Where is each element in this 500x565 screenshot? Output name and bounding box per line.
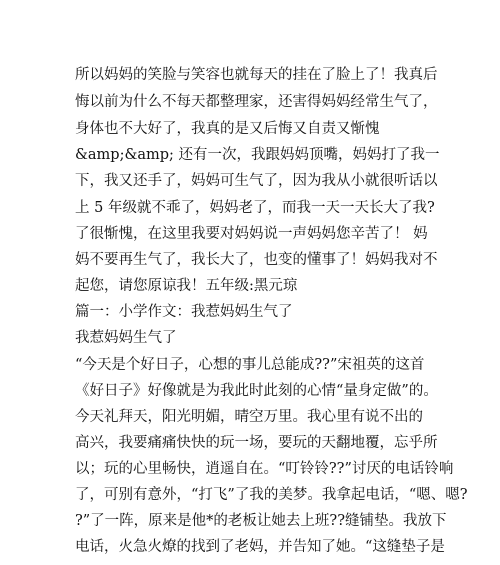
text-line: “今天是个好日子，心想的事儿总能成??”宋祖英的这首 — [75, 357, 425, 373]
text-line: 起您，请您原谅我！五年级:黑元琼 — [75, 278, 298, 294]
text-line: 电话，火急火燎的找到了老妈，并告知了她。“这缝垫子是 — [75, 539, 445, 555]
text-line: 今天礼拜天，阳光明媚，晴空万里。我心里有说不出的 — [75, 409, 423, 425]
text-line: 《好日子》好像就是为我此时此刻的心情“量身定做”的。 — [75, 383, 438, 399]
text-line: ?”了一阵，原来是他*的老板让她去上班??缝铺垫。我放下 — [75, 513, 447, 529]
text-line: 悔以前为什么不每天都整理家，还害得妈妈经常生气了， — [75, 94, 438, 110]
text-line: 了，可别有意外，“打飞”了我的美梦。我拿起电话，“嗯、嗯? — [75, 487, 468, 503]
text-line: 妈不要再生气了，我长大了，也变的懂事了！妈妈我对不 — [75, 252, 438, 268]
article-title: 我惹妈妈生气了 — [75, 330, 177, 346]
text-line: 所以妈妈的笑脸与笑容也就每天的挂在了脸上了！我真后 — [75, 67, 438, 83]
section-heading: 篇一：小学作文：我惹妈妈生气了 — [75, 304, 293, 320]
text-line: 以；玩的心里畅快，逍遥自在。“叮铃铃??”讨厌的电话铃响 — [75, 461, 454, 477]
text-line: 身体也不大好了，我真的是又后悔又自责又惭愧 — [75, 121, 380, 137]
text-line: 了很惭愧，在这里我要对妈妈说一声妈妈您辛苦了！ 妈 — [75, 226, 428, 242]
text-line: 上 5 年级就不乖了，妈妈老了，而我一天一天长大了我? — [75, 200, 435, 216]
text-line: &amp;&amp; 还有一次，我跟妈妈顶嘴，妈妈打了我一 — [75, 147, 440, 163]
text-line: 高兴，我要痛痛快快的玩一场，要玩的天翻地覆，忘乎所 — [75, 435, 438, 451]
text-line: 下，我又还手了，妈妈可生气了，因为我从小就很听话以 — [75, 173, 438, 189]
